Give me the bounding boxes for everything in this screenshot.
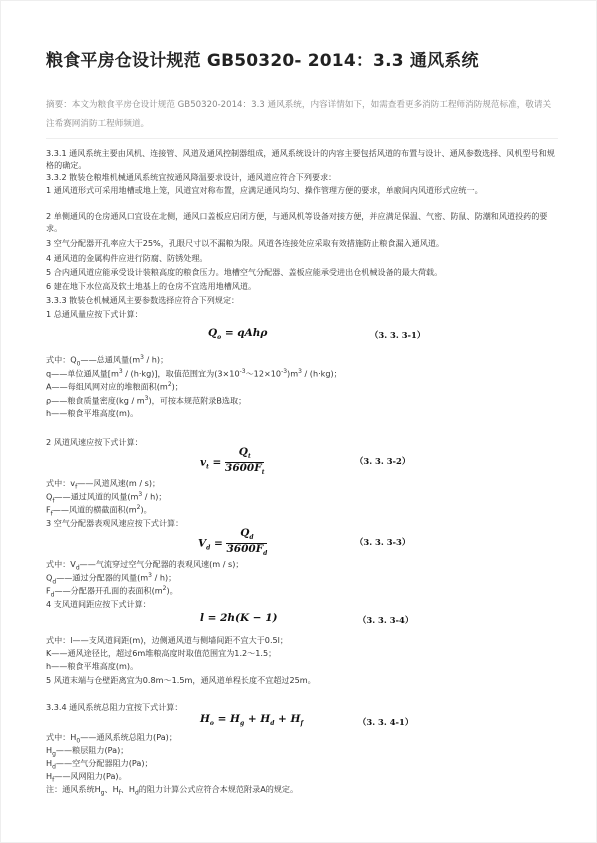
- where-q: q——单位通风量$[m^3 / (h\cdot kg)]$，取值范围宜为$(3\times 10^{-3}\sim 12\times 10^{-3})m^3 / (h\cdot kg)$；: [46, 368, 342, 379]
- divider: [46, 138, 558, 139]
- paragraph-3-3-1: 3.3.1 通风系统主要由风机、连接管、风道及通风控制器组成，通风系统设计的内容主要包括风道的布置与设计、通风参数选择、风机型号和规格的确定。: [46, 148, 555, 170]
- item-2: 2 单侧通风的仓房通风口宜设在北侧，通风口盖板应启闭方便，与通风机等设备对接方便，并应满足保温、气密、防鼠、防潮和风道投药的要求。: [46, 211, 548, 233]
- formula-intro-3: 3 空气分配器表观风速应按下式计算：: [46, 518, 184, 528]
- where-k: K——通风途径比，超过6m堆粮高度时取值范围宜为1.2～1.5；: [46, 648, 277, 658]
- formula-3-3-4-1: $H_o = H_g + H_d + H_f$: [200, 713, 304, 728]
- page-title: 粮食平房仓设计规范 GB50320- 2014：3.3 通风系统: [46, 51, 479, 71]
- paragraph-3-3-4: 3.3.4 通风系统总阻力宜按下式计算：: [46, 702, 183, 712]
- formula-number: （3. 3. 3-4）: [358, 615, 414, 625]
- formula-number: （3. 3. 3-2）: [355, 456, 411, 466]
- where-hd: $H_d——$空气分配器阻力(Pa)；: [46, 758, 153, 771]
- where-qd: $Q_d——$通过分配器的风量$(m^3 / h)$；: [46, 572, 177, 586]
- where-hg: $H_g——$粮层阻力(Pa)；: [46, 745, 129, 758]
- item-5-distance: 5 风道末端与仓壁距离宜为0.8m～1.5m，通风道单程长度不宜超过25m。: [46, 675, 316, 685]
- abstract: 摘要：本文为粮食平房仓设计规范 GB50320-2014：3.3 通风系统，内容详情如下，如需查看更多消防工程师消防规范标准，敬请关注希赛网消防工程师频道。: [46, 100, 552, 129]
- formula-3-3-3-3: $V_d$ = $\frac{Q_d}{3600F_d}$: [198, 527, 268, 558]
- where-l: 式中：l——支风道间距(m)，边侧通风道与侧墙间距不宜大于0.5l；: [46, 635, 289, 645]
- paragraph-3-3-2: 3.3.2 散装仓粮堆机械通风系统宜按通风降温要求设计，通风道应符合下列要求：: [46, 172, 337, 182]
- where-vd: 式中：$V_d——$气流穿过空气分配器的表观风速(m / s)；: [46, 559, 244, 572]
- formula-3-3-3-4: l = 2h(K − 1): [200, 612, 278, 624]
- where-vf: 式中：$v_f——$风道风速(m / s)；: [46, 478, 161, 491]
- item-6: 6 建在地下水位高及软土地基上的仓房不宜选用地槽风道。: [46, 281, 257, 291]
- where-qf: $Q_f——$通过风道的风量$(m^3 / h)$；: [46, 491, 167, 505]
- where-fd: $F_d——$分配器开孔面的表面积$(m^2)$。: [46, 585, 178, 599]
- where-rho: ρ——粮食质量密度$(kg / m^3)$，可按本规范附录B选取；: [46, 395, 247, 406]
- formula-intro-2: 2 风道风速应按下式计算：: [46, 437, 143, 447]
- formula-3-3-3-2: $v_t$ = $\frac{Q_t}{3600F_t}$: [200, 446, 265, 477]
- where-hf: $H_f——$风网阻力(Pa)。: [46, 771, 127, 784]
- item-1: 1 通风道形式可采用地槽或地上笼，风道宜对称布置，应满足通风均匀、操作管理方便的要求，单廒间内风道形式应统一。: [46, 185, 483, 195]
- where-q0: 式中：$Q_0——$总通风量$(m^3 / h)$；: [46, 354, 169, 368]
- where-h: h——粮食平堆高度(m)。: [46, 408, 139, 418]
- item-4: 4 通风道的金属构件应进行防腐、防锈处理。: [46, 253, 208, 263]
- formula-intro-1: 1 总通风量应按下式计算：: [46, 309, 143, 319]
- where-ff: $F_f——$风道的横截面积$(m^2)$。: [46, 504, 152, 518]
- formula-number: （3. 3. 3-3）: [355, 537, 411, 547]
- where-h0: 式中：$H_0——$通风系统总阻力(Pa)；: [46, 732, 177, 745]
- where-a: A——每组风网对应的堆粮面积$(m^2)$；: [46, 381, 183, 392]
- formula-intro-4: 4 支风道间距应按下式计算：: [46, 599, 151, 609]
- formula-number: （3. 3. 3-1）: [370, 330, 426, 340]
- formula-number: （3. 3. 4-1）: [358, 717, 414, 727]
- note: 注：通风系统$H_g$、$H_f$、$H_d$的阻力计算公式应符合本规范附录A的规定。: [46, 784, 299, 797]
- item-5: 5 合内通风道应能承受设计装粮高度的粮食压力。地槽空气分配器、盖板应能承受进出仓机械设备的最大荷载。: [46, 267, 443, 277]
- where-h2: h——粮食平堆高度(m)。: [46, 661, 139, 671]
- paragraph-3-3-3: 3.3.3 散装仓机械通风主要参数选择应符合下列规定：: [46, 295, 240, 305]
- formula-3-3-3-1: $Q_o = qAh\rho$: [208, 327, 268, 342]
- item-3: 3 空气分配器开孔率应大于25%，孔眼尺寸以不漏粮为限。风道各连接处应采取有效措施防止粮食漏入通风道。: [46, 238, 445, 248]
